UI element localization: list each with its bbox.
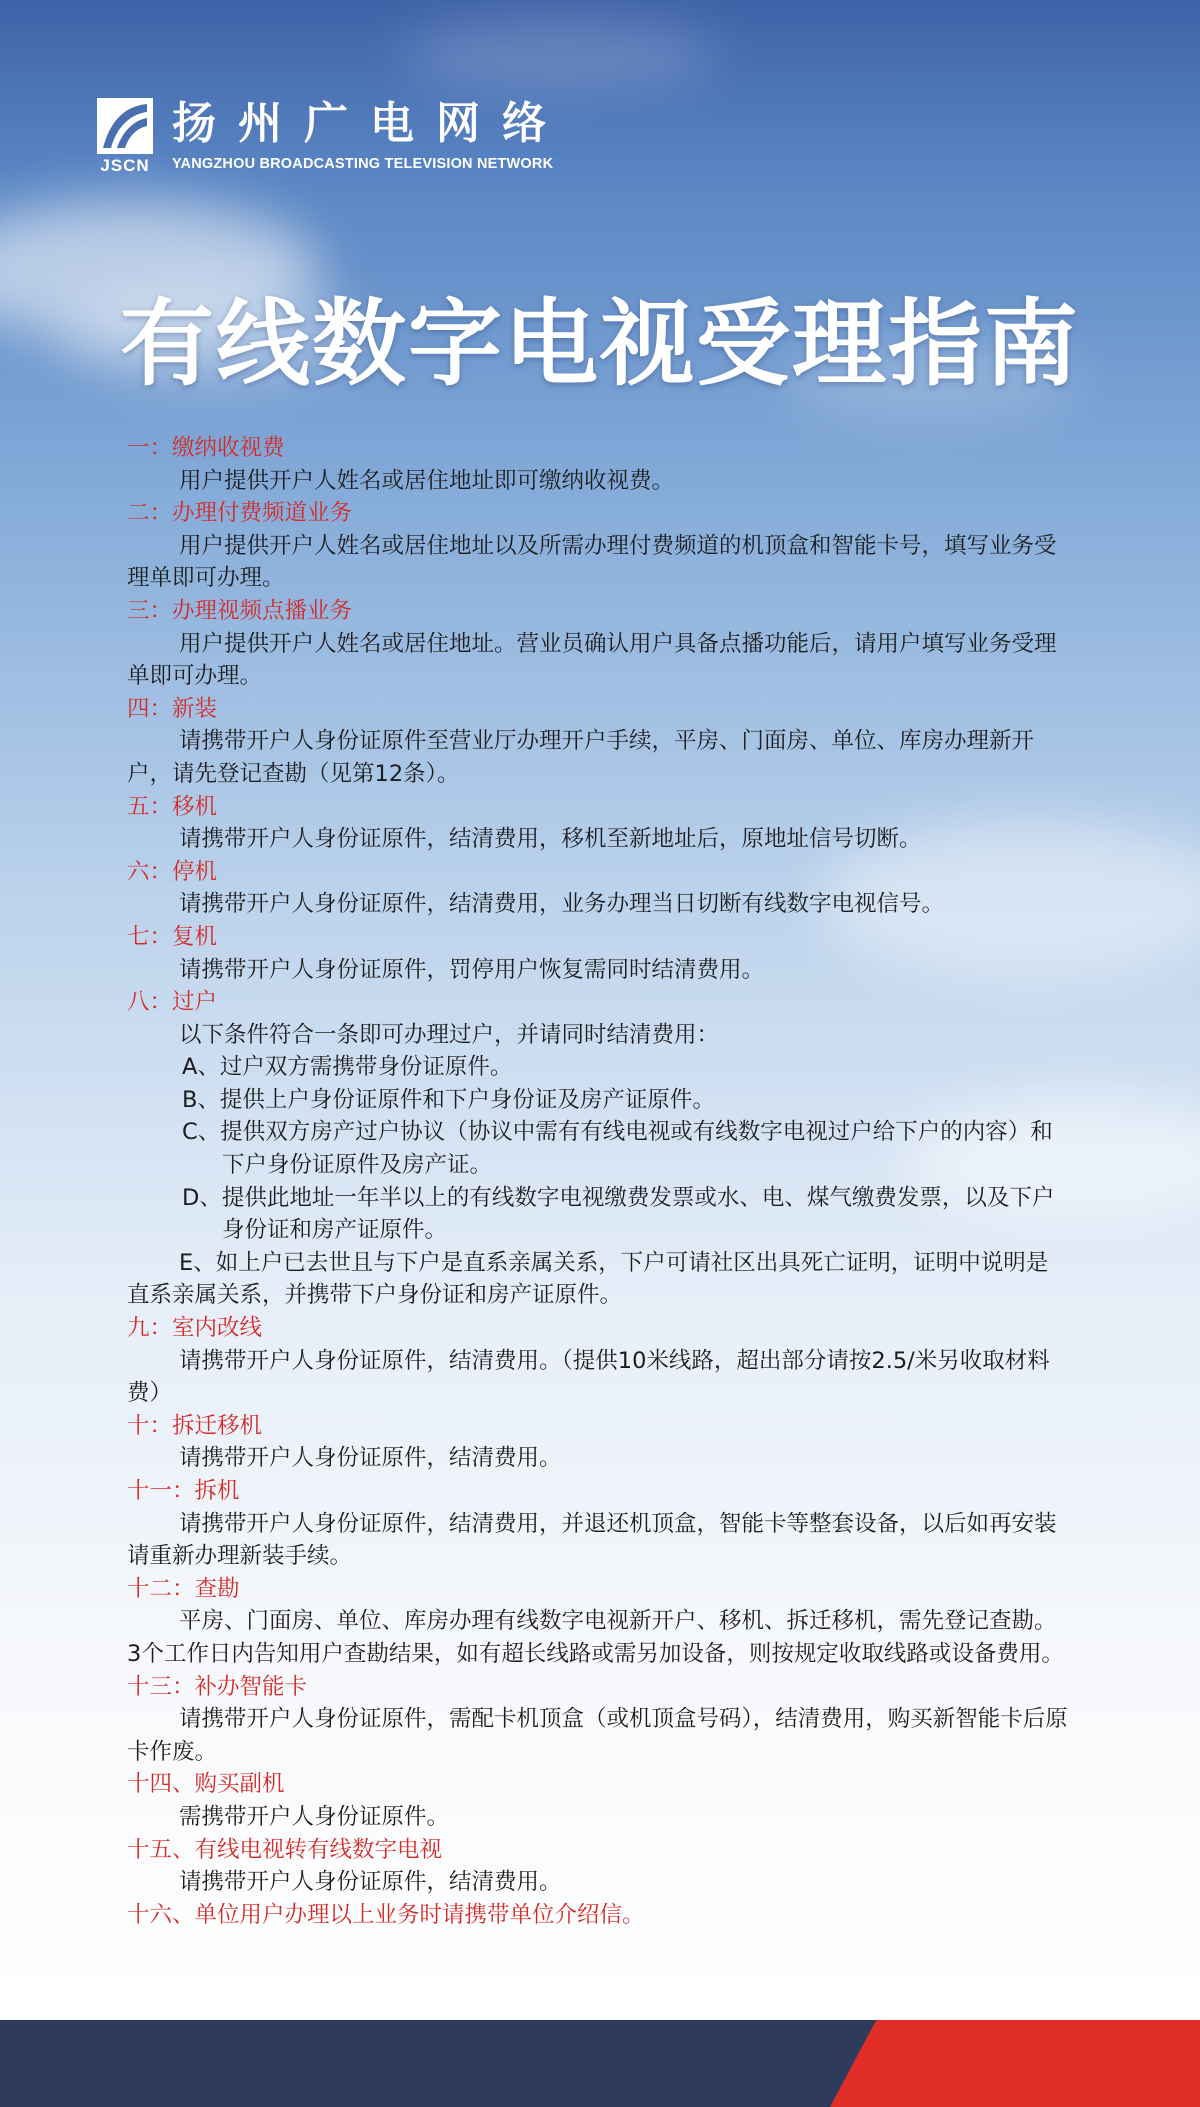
- footer-red-stripe: [830, 2020, 1200, 2107]
- section-text: 用户提供开户人姓名或居住地址以及所需办理付费频道的机顶盒和智能卡号，填写业务受理单即可办理。: [127, 532, 1057, 592]
- logo-abbreviation: JSCN: [100, 156, 150, 175]
- section-heading: 十三：补办智能卡: [127, 1673, 308, 1700]
- section-text: 平房、门面房、单位、库房办理有线数字电视新开户、移机、拆迁移机，需先登记查勘。3个工作日内告知用户查勘结果，如有超长线路或需另加设备，则按规定收取线路或设备费用。: [127, 1608, 1064, 1667]
- section-text: 请携带开户人身份证原件，结清费用。: [179, 1445, 562, 1472]
- section-text: 以下条件符合一条即可办理过户，并请同时结清费用：: [179, 1021, 720, 1048]
- final-note: 十六、单位用户办理以上业务时请携带单位介绍信。: [127, 1901, 645, 1928]
- section-heading: 二：办理付费频道业务: [127, 500, 353, 527]
- section-heading: 四：新装: [127, 695, 218, 722]
- cloud-decoration: [400, 20, 720, 90]
- transfer-condition: C、提供双方房产过户协议（协议中需有有线电视或有线数字电视过户给下户的内容）和下户身份证原件及房产证。: [182, 1119, 1053, 1179]
- section-heading: 一：缴纳收视费: [127, 435, 285, 461]
- section-heading: 八：过户: [127, 989, 218, 1016]
- section-heading: 十一：拆机: [127, 1478, 240, 1504]
- section-text: 请携带开户人身份证原件，罚停用户恢复需同时结清费用。: [179, 956, 765, 983]
- section-text: 请携带开户人身份证原件，结清费用。（提供10米线路，超出部分请按2.5/米另收取材料费）: [127, 1347, 1050, 1407]
- transfer-condition: A、过户双方需携带身份证原件。: [182, 1054, 513, 1081]
- page-title: 有线数字电视受理指南: [119, 289, 1080, 399]
- brand-logo: [96, 98, 568, 176]
- transfer-condition: E、如上户已去世且与下户是直系亲属关系，下户可请社区出具死亡证明，证明中说明是直系亲属关系，并携带下户身份证和房产证原件。: [127, 1249, 1049, 1309]
- guide-content: [127, 432, 1069, 1931]
- section-text: 请携带开户人身份证原件，结清费用。: [179, 1869, 562, 1896]
- brand-name-en: YANGZHOU BROADCASTING TELEVISION NETWORK: [172, 156, 554, 172]
- section-heading: 十：拆迁移机: [127, 1412, 263, 1439]
- section-heading: 三：办理视频点播业务: [127, 597, 353, 624]
- logo-mark: [96, 98, 154, 176]
- logo-text: [172, 98, 568, 172]
- section-heading: 十五、有线电视转有线数字电视: [127, 1836, 443, 1863]
- section-text: 请携带开户人身份证原件，结清费用，并退还机顶盒，智能卡等整套设备，以后如再安装请重新办理新装手续。: [127, 1510, 1057, 1570]
- footer-band: [0, 2020, 1200, 2107]
- logo-emblem-icon: [97, 98, 153, 154]
- transfer-condition: D、提供此地址一年半以上的有线数字电视缴费发票或水、电、煤气缴费发票，以及下户身份证和房产证原件。: [182, 1184, 1055, 1244]
- section-heading: 六：停机: [127, 858, 218, 885]
- section-heading: 五：移机: [127, 793, 218, 820]
- section-heading: 十二：查勘: [127, 1575, 240, 1602]
- section-heading: 十四、购买副机: [127, 1771, 285, 1798]
- transfer-condition: B、提供上户身份证原件和下户身份证及房产证原件。: [182, 1086, 715, 1113]
- section-text: 请携带开户人身份证原件，结清费用，移机至新地址后，原地址信号切断。: [179, 826, 922, 853]
- section-text: 需携带开户人身份证原件。: [179, 1803, 450, 1830]
- section-text: 用户提供开户人姓名或居住地址即可缴纳收视费。: [179, 467, 675, 494]
- section-text: 请携带开户人身份证原件，需配卡机顶盒（或机顶盒号码），结清费用，购买新智能卡后原卡作废。: [127, 1706, 1068, 1765]
- brand-name-cn: 扬州广电网络: [172, 98, 568, 149]
- section-text: 用户提供开户人姓名或居住地址。营业员确认用户具备点播功能后，请用户填写业务受理单即可办理。: [127, 630, 1057, 690]
- section-text: 请携带开户人身份证原件，结清费用，业务办理当日切断有线数字电视信号。: [179, 891, 945, 918]
- section-text: 请携带开户人身份证原件至营业厅办理开户手续，平房、门面房、单位、库房办理新开户，请先登记查勘（见第12条）。: [127, 728, 1035, 787]
- section-heading: 七：复机: [127, 923, 218, 950]
- section-heading: 九：室内改线: [127, 1315, 263, 1342]
